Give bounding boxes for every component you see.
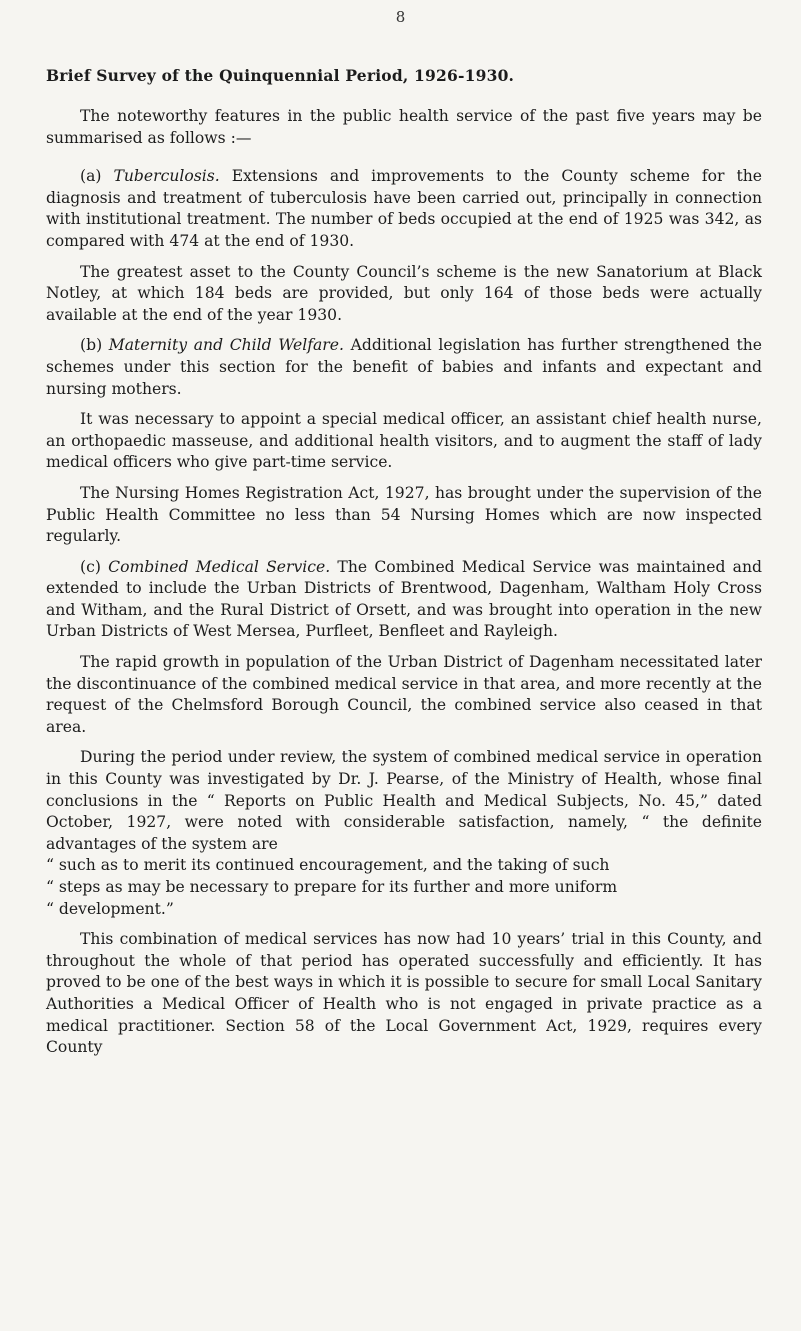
quote-line-1: “ such as to merit its continued encouragement, and the taking of such <box>46 856 610 875</box>
maternity-paragraph-2: It was necessary to appoint a special medical officer, an assistant chief health nurse, an orthopaedic masseuse, and additional health visitors, and to augment the staff of lady medical officers who give part-time service. <box>46 410 762 472</box>
section-a-text-1: Extensions and improvements to the County scheme for the diagnosis and treatment of tuberculosis have been carried out, principally in connection with institutional treatment. The number of beds occupied at the end of 1925 was 342, as compared with 474 at the end of 1930. <box>46 167 762 250</box>
intro-paragraph: The noteworthy features in the public health service of the past five years may be summarised as follows :— <box>46 107 762 147</box>
document-body <box>46 106 762 1068</box>
section-a-heading: Tuberculosis. <box>113 167 220 186</box>
page-number: 8 <box>395 8 406 26</box>
section-a-label: (a) <box>80 167 102 186</box>
quote-line-3: “ development.” <box>46 899 174 918</box>
maternity-paragraph-1 <box>46 335 762 400</box>
combined-paragraph-3: During the period under review, the system of combined medical service in operation in this County was investigated by Dr. J. Pearse, of the Ministry of Health, whose final conclusions in the “ Reports on Public Health and Medical Subjects, No. 45,” dated October, 1927, were noted with considerable satisfaction, namely, “ the definite advantages of the system are <box>46 748 762 853</box>
tuberculosis-paragraph-1 <box>46 166 762 252</box>
section-c-label: (c) <box>80 557 101 576</box>
section-b-text-1: Additional legislation has further strengthened the schemes under this section for the benefit of babies and infants and expectant and nursing mothers. <box>46 336 762 398</box>
section-b-heading: Maternity and Child Welfare. <box>108 336 344 355</box>
quote-line-2: “ steps as may be necessary to prepare for its further and more uniform <box>46 878 618 896</box>
combined-paragraph-2: The rapid growth in population of the Urban District of Dagenham necessitated later the discontinuance of the combined medical service in that area, and more recently at the request of the Chelmsford Borough Council, the combined service also ceased in that area. <box>46 653 762 736</box>
section-b-label: (b) <box>80 336 103 355</box>
combined-paragraph-4: This combination of medical services has now had 10 years’ trial in this County, and throughout the whole of that period has operated successfully and efficiently. It has proved to be one of the best ways in which it is possible to secure for small Local Sanitary Authorities a Medical Officer of Health who is not engaged in private practice as a medical practitioner. Section 58 of the Local Government Act, 1929, requires every County <box>46 930 762 1057</box>
combined-paragraph-1 <box>46 557 762 643</box>
section-title: Brief Survey of the Quinquennial Period, 1926-1930. <box>46 66 515 85</box>
section-c-text-1: The Combined Medical Service was maintained and extended to include the Urban Districts of Brentwood, Dagenham, Waltham Holy Cross and Witham, and the Rural District of Orsett, and was brought into operation in the new Urban Districts of West Mersea, Purfleet, Benfleet and Rayleigh. <box>46 557 762 641</box>
tuberculosis-paragraph-2: The greatest asset to the County Council’s scheme is the new Sanatorium at Black Notley, at which 184 beds are provided, but only 164 of those beds were actually available at the end of the year 1930. <box>46 262 762 324</box>
maternity-paragraph-3: The Nursing Homes Registration Act, 1927, has brought under the supervision of the Public Health Committee no less than 54 Nursing Homes which are now inspected regularly. <box>46 483 762 546</box>
section-c-heading: Combined Medical Service. <box>108 557 331 576</box>
